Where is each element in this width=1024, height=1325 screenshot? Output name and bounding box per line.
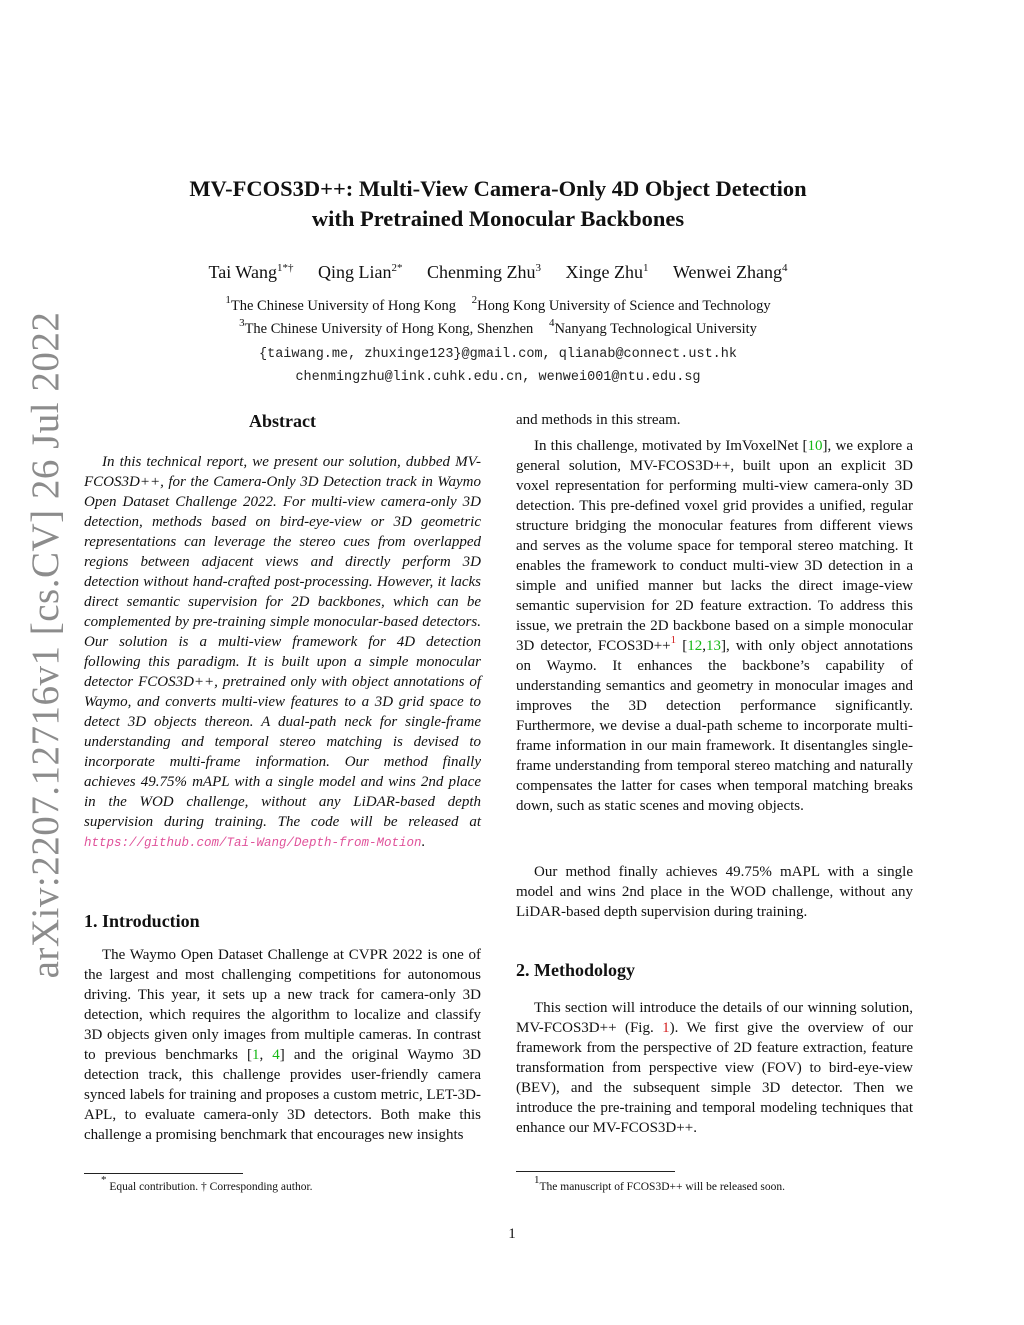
footnote-rule <box>84 1173 243 1174</box>
author: Wenwei Zhang$^4$ <box>672 262 788 282</box>
arxiv-stamp: arXiv:2207.12716v1 [cs.CV] 26 Jul 2022 <box>24 311 67 979</box>
author-list <box>140 259 856 285</box>
code-link[interactable]: https://github.com/Tai-Wang/Depth-from-Motion <box>84 836 422 850</box>
paper-title <box>140 174 856 234</box>
author: Qing Lian$^{2*}$ <box>317 262 403 282</box>
citation-link[interactable]: 1 <box>251 1047 260 1063</box>
author: Chenming Zhu$^3$ <box>426 262 541 282</box>
introduction-paragraph: Our method finally achieves 49.75% mAPL with a single model and wins 2nd place in the WOD challenge, without any LiDAR-based depth supervision during training. <box>516 864 913 920</box>
affiliation: $^2$Hong Kong University of Science and Technology <box>471 294 771 314</box>
abstract-heading: Abstract <box>249 411 316 431</box>
figure-link[interactable]: 1 <box>662 1020 670 1036</box>
citation-link[interactable]: 12 <box>687 638 703 654</box>
abstract-text: In this technical report, we present our solution, dubbed MV-FCOS3D++, for the Camera-Only 3D Detection track in Waymo Open Dataset Challenge 2022. For multi-view camera-only 3D detection, methods based on bird-eye-view or 3D geometric representations can leverage the stereo cues from overlapped regions between adjacent views and directly perform 3D detection without hand-crafted post-processing. However, it lacks direct semantic supervision for 2D backbones, which can be complemented by pre-training simple monocular-based detectors. Our solution is a multi-view framework for 4D detection following this paradigm. It is built upon a simple monocular detector FCOS3D++, pretrained only with object annotations of Waymo, and converts multi-view features to a 3D grid space to detect 3D objects thereon. A dual-path neck for single-frame understanding and temporal stereo matching is devised to incorporate multi-frame information. Our method finally achieves 49.75% mAPL with a single model and wins 2nd place in the WOD challenge, without any LiDAR-based depth supervision during training. The code will be released at https://github.com/Tai-Wang/Depth-from-Motion. <box>84 454 481 850</box>
methodology-paragraph: This section will introduce the details of our winning solution, MV-FCOS3D++ (Fig. 1). We first give the overview of our framework from the perspective of 2D feature extraction, feature transformation from perspective view (FOV) to bird-eye-view (BEV), and the subsequent simple 3D detector. Then we introduce the pre-training and temporal modeling techniques that enhance our MV-FCOS3D++. <box>516 1000 913 1136</box>
methodology-heading: 2. Methodology <box>516 960 635 980</box>
title-line-1: MV-FCOS3D++: Multi-View Camera-Only 4D Object Detection <box>189 176 807 201</box>
footnote-marker[interactable]: 1 <box>670 634 677 646</box>
affiliation: $^1$The Chinese University of Hong Kong <box>225 294 456 314</box>
email-line-1: {taiwang.me, zhuxinge123}@gmail.com, qlianab@connect.ust.hk <box>259 347 737 362</box>
introduction-heading: 1. Introduction <box>84 911 200 931</box>
citation-link[interactable]: 4 <box>272 1047 280 1063</box>
citation-link[interactable]: 13 <box>705 638 721 654</box>
footnote-right: $^1$The manuscript of FCOS3D++ will be released soon. <box>534 1174 785 1193</box>
introduction-paragraph: The Waymo Open Dataset Challenge at CVPR 2022 is one of the largest and most challenging competitions for autonomous driving. This year, it sets up a new track for camera-only 3D detection, which requires the algorithm to localize and classify 3D objects given only images from multiple cameras. In contrast to previous benchmarks [1, 4] and the original Waymo 3D detection track, this challenge provides user-friendly camera synced labels for training and proposes a custom metric, LET-3D-APL, to evaluate camera-only 3D detectors. Both make this challenge a promising benchmark that encourages new insights <box>84 947 482 1143</box>
title-line-2: with Pretrained Monocular Backbones <box>311 206 685 231</box>
email-line-2: chenmingzhu@link.cuhk.edu.cn, wenwei001@ntu.edu.sg <box>295 370 701 385</box>
author-emails <box>140 343 856 389</box>
affiliations <box>140 295 856 341</box>
author: Tai Wang$^{1*\dagger}$ <box>208 262 294 282</box>
introduction-continued: and methods in this stream. <box>516 412 681 428</box>
citation-link[interactable]: 10 <box>807 438 823 454</box>
affiliation: $^4$Nanyang Technological University <box>548 317 757 337</box>
footnote-left: * Equal contribution. † Corresponding author. <box>101 1174 313 1193</box>
affiliation: $^3$The Chinese University of Hong Kong, Shenzhen <box>239 317 534 337</box>
introduction-paragraph: In this challenge, motivated by ImVoxelNet [10], we explore a general solution, MV-FCOS3D++, built upon an explicit 3D voxel representation for performing multi-view camera-only 3D detection. This pre-defined voxel grid provides a unified, regular structure bridging the monocular features from different views and serves as the volume space for temporal stereo matching. It enables the framework to conduct multi-view 3D detection in a simple and unified manner but lacks the direct image-view semantic supervision for 2D feature extraction. To address this issue, we pretrain the 2D backbone based on a simple monocular 3D detector, FCOS3D++$^1$ [12,13], with only object annotations on Waymo. It enhances the backbone’s capability of understanding semantics and geometry in monocular images and improves the 3D detection performance significantly. Furthermore, we devise a dual-path scheme to incorporate multi-frame information in our main framework. It disentangles single-frame understanding from temporal stereo matching and naturally compensates the latter for cases when temporal matching breaks down, such as static scenes and moving objects. <box>516 438 914 814</box>
footnote-rule <box>516 1171 675 1172</box>
author: Xinge Zhu$^1$ <box>565 262 649 282</box>
page-number: 1 <box>508 1226 516 1242</box>
